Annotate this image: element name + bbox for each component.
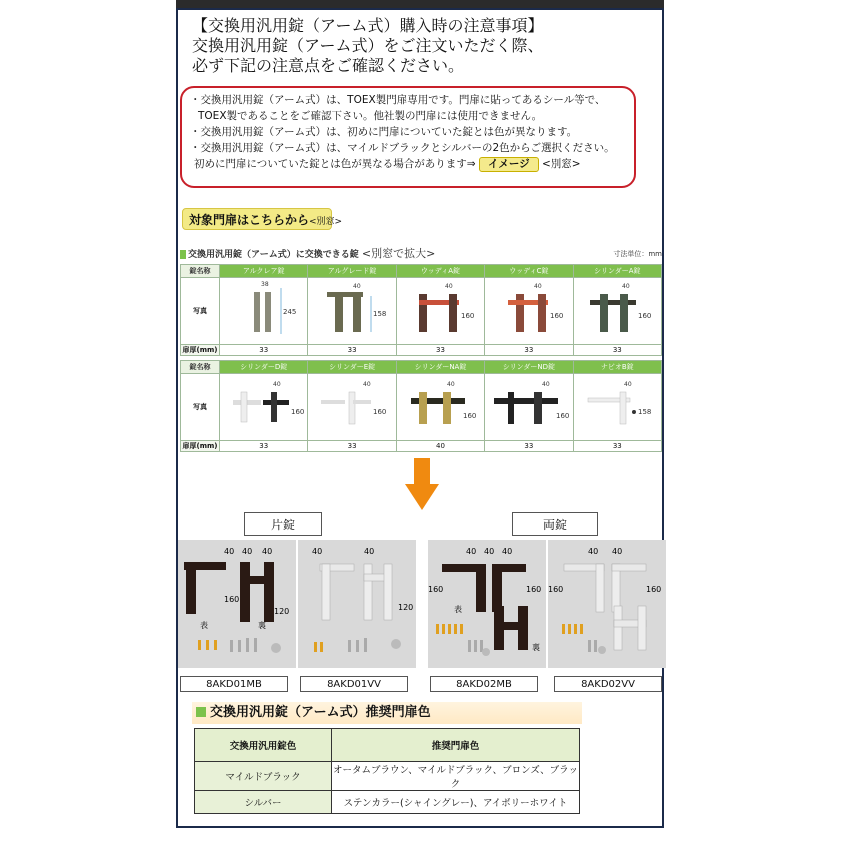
svg-text:160: 160 bbox=[555, 412, 570, 420]
notice-line: 【交換用汎用錠（アーム式）購入時の注意事項】 bbox=[192, 16, 544, 35]
lock-illustration bbox=[298, 540, 416, 668]
product-image-8akd01mb[interactable] bbox=[178, 540, 296, 668]
table-cell: シルバー bbox=[195, 791, 332, 814]
lock-name: ウッディA錠 bbox=[396, 265, 484, 278]
lock-photo bbox=[485, 374, 573, 441]
target-gate-link[interactable] bbox=[182, 208, 343, 230]
table-header: 推奨門扉色 bbox=[332, 729, 580, 762]
green-bar-icon bbox=[180, 250, 186, 259]
single-lock-label: 片錠 bbox=[244, 512, 322, 536]
table-cell: オータムブラウン、マイルドブラック、ブロンズ、ブラック bbox=[332, 762, 580, 791]
face-front-label: 表 bbox=[454, 605, 462, 614]
svg-text:160: 160 bbox=[638, 312, 652, 320]
svg-text:40: 40 bbox=[541, 381, 550, 388]
lock-illustration bbox=[309, 374, 395, 438]
row-label: 錠名称 bbox=[181, 361, 220, 374]
svg-text:40: 40 bbox=[353, 283, 361, 290]
lock-illustration bbox=[486, 374, 572, 438]
down-arrow-icon bbox=[405, 458, 439, 510]
door-thickness: 33 bbox=[308, 345, 396, 356]
caution-line: ・交換用汎用錠（アーム式）は、マイルドブラックとシルバーの2色からご選択ください。 bbox=[190, 142, 615, 154]
dim-label: 160 bbox=[224, 595, 240, 604]
product-image-8akd02vv[interactable] bbox=[548, 540, 666, 668]
dim-label: 40 bbox=[262, 547, 273, 556]
dim-label: 160 bbox=[526, 585, 542, 594]
new-window-label: <別窓> bbox=[541, 158, 581, 170]
face-front-label: 表 bbox=[200, 621, 208, 630]
unit-note: 寸法単位：mm bbox=[613, 250, 662, 258]
notice-heading bbox=[192, 16, 652, 76]
lock-photo bbox=[573, 374, 661, 441]
lock-table-2 bbox=[180, 360, 662, 452]
target-link-suffix: <別窓> bbox=[309, 217, 343, 227]
lock-illustration bbox=[574, 278, 660, 342]
svg-text:158: 158 bbox=[638, 408, 652, 416]
caution-line: ・交換用汎用錠（アーム式）は、初めに門扉についていた錠とは色が異なります。 bbox=[190, 126, 578, 138]
lock-photo bbox=[396, 278, 484, 345]
dim-label: 40 bbox=[364, 547, 375, 556]
lock-name: シリンダーE錠 bbox=[308, 361, 396, 374]
svg-text:40: 40 bbox=[447, 381, 456, 388]
caution-line: TOEX製であることをご確認下さい。他社製の門扉には使用できません。 bbox=[198, 110, 543, 122]
svg-text:160: 160 bbox=[549, 312, 564, 320]
dim-label: 40 bbox=[224, 547, 235, 556]
svg-text:160: 160 bbox=[373, 408, 387, 416]
target-link-label: 対象門扉はこちらから bbox=[189, 213, 310, 227]
dim-label: 120 bbox=[398, 603, 414, 612]
door-thickness: 33 bbox=[573, 441, 661, 452]
lock-name: アルクレア錠 bbox=[220, 265, 308, 278]
lock-photo bbox=[396, 374, 484, 441]
lock-table-1 bbox=[180, 264, 662, 356]
lock-illustration bbox=[309, 278, 395, 342]
product-image-8akd01vv[interactable] bbox=[298, 540, 416, 668]
lock-photo bbox=[573, 278, 661, 345]
row-label: 扉厚(mm) bbox=[182, 442, 218, 450]
sheet-title-text: 交換用汎用錠（アーム式）に交換できる錠 bbox=[188, 250, 359, 260]
notice-line: 交換用汎用錠（アーム式）をご注文いただく際、 bbox=[192, 36, 544, 55]
svg-text:40: 40 bbox=[533, 283, 542, 290]
dim-label: 120 bbox=[274, 607, 290, 616]
door-thickness: 33 bbox=[573, 345, 661, 356]
caution-text: 初めに門扉についていた錠とは色が異なる場合があります⇒ bbox=[194, 158, 476, 170]
green-square-icon bbox=[196, 707, 206, 717]
sheet-title bbox=[180, 246, 662, 262]
lock-photo bbox=[308, 278, 396, 345]
dim-label: 160 bbox=[428, 585, 444, 594]
table-cell: ステンカラー(シャイングレー)、アイボリーホワイト bbox=[332, 791, 580, 814]
lock-photo bbox=[220, 278, 308, 345]
top-bar bbox=[176, 0, 664, 8]
recommended-title-text: 交換用汎用錠（アーム式）推奨門扉色 bbox=[210, 705, 431, 720]
image-button[interactable]: イメージ bbox=[479, 157, 539, 172]
door-thickness: 33 bbox=[396, 345, 484, 356]
svg-text:160: 160 bbox=[290, 408, 305, 416]
caution-box bbox=[180, 86, 636, 188]
recommended-color-table bbox=[194, 728, 580, 814]
dim-label: 40 bbox=[466, 547, 477, 556]
lock-illustration bbox=[397, 374, 483, 438]
door-thickness: 33 bbox=[308, 441, 396, 452]
table-header: 交換用汎用錠色 bbox=[195, 729, 332, 762]
lock-illustration bbox=[548, 540, 666, 668]
product-code-8akd01vv: 8AKD01VV bbox=[300, 676, 408, 692]
lock-illustration bbox=[486, 278, 572, 342]
product-code-8akd02vv: 8AKD02VV bbox=[554, 676, 662, 692]
lock-name: アルグレード錠 bbox=[308, 265, 396, 278]
caution-line bbox=[190, 156, 626, 172]
row-label: 写真 bbox=[181, 278, 220, 345]
notice-line: 必ず下記の注意点をご確認ください。 bbox=[192, 56, 465, 75]
door-thickness: 33 bbox=[220, 345, 308, 356]
lock-illustration bbox=[221, 278, 307, 342]
zoom-link[interactable]: <別窓で拡大> bbox=[361, 247, 436, 260]
double-lock-label: 両錠 bbox=[512, 512, 598, 536]
lock-illustration bbox=[221, 374, 307, 438]
lock-illustration bbox=[428, 540, 546, 668]
dim-label: 160 bbox=[548, 585, 564, 594]
svg-text:38: 38 bbox=[260, 281, 269, 288]
door-thickness: 40 bbox=[396, 441, 484, 452]
lock-name: シリンダーD錠 bbox=[220, 361, 308, 374]
caution-line: ・交換用汎用錠（アーム式）は、TOEX製門扉専用です。門扉に貼ってあるシール等で、 bbox=[190, 94, 606, 106]
face-back-label: 裏 bbox=[258, 621, 266, 630]
lock-name: シリンダーNA錠 bbox=[396, 361, 484, 374]
svg-text:40: 40 bbox=[445, 283, 454, 290]
dim-label: 40 bbox=[312, 547, 323, 556]
svg-text:245: 245 bbox=[282, 308, 297, 316]
lock-photo bbox=[485, 278, 573, 345]
row-label: 扉厚(mm) bbox=[182, 346, 218, 354]
svg-text:160: 160 bbox=[463, 412, 477, 420]
dim-label: 40 bbox=[588, 547, 599, 556]
dim-label: 40 bbox=[502, 547, 513, 556]
svg-text:40: 40 bbox=[624, 381, 632, 388]
door-thickness: 33 bbox=[220, 441, 308, 452]
row-label: 錠名称 bbox=[181, 265, 220, 278]
svg-text:40: 40 bbox=[272, 381, 281, 388]
table-cell: マイルドブラック bbox=[195, 762, 332, 791]
dim-label: 40 bbox=[612, 547, 623, 556]
lock-name: ウッディC錠 bbox=[485, 265, 573, 278]
product-code-8akd01mb: 8AKD01MB bbox=[180, 676, 288, 692]
product-code-8akd02mb: 8AKD02MB bbox=[430, 676, 538, 692]
lock-name: シリンダーA錠 bbox=[573, 265, 661, 278]
lock-name: シリンダーND錠 bbox=[485, 361, 573, 374]
svg-text:158: 158 bbox=[373, 310, 387, 318]
dim-label: 40 bbox=[484, 547, 495, 556]
lock-illustration bbox=[574, 374, 660, 438]
lock-illustration bbox=[178, 540, 296, 668]
lock-name: ナビオB錠 bbox=[573, 361, 661, 374]
lock-illustration bbox=[397, 278, 483, 342]
row-label: 写真 bbox=[181, 374, 220, 441]
svg-text:160: 160 bbox=[461, 312, 475, 320]
lock-photo bbox=[308, 374, 396, 441]
lock-photo bbox=[220, 374, 308, 441]
product-image-8akd02mb[interactable] bbox=[428, 540, 546, 668]
face-back-label: 裏 bbox=[532, 643, 540, 652]
dim-label: 160 bbox=[646, 585, 662, 594]
door-thickness: 33 bbox=[485, 441, 573, 452]
door-thickness: 33 bbox=[485, 345, 573, 356]
svg-text:40: 40 bbox=[622, 283, 630, 290]
svg-text:40: 40 bbox=[363, 381, 371, 388]
dim-label: 40 bbox=[242, 547, 253, 556]
recommended-color-title bbox=[192, 702, 582, 724]
compatible-lock-sheet[interactable] bbox=[180, 246, 662, 454]
